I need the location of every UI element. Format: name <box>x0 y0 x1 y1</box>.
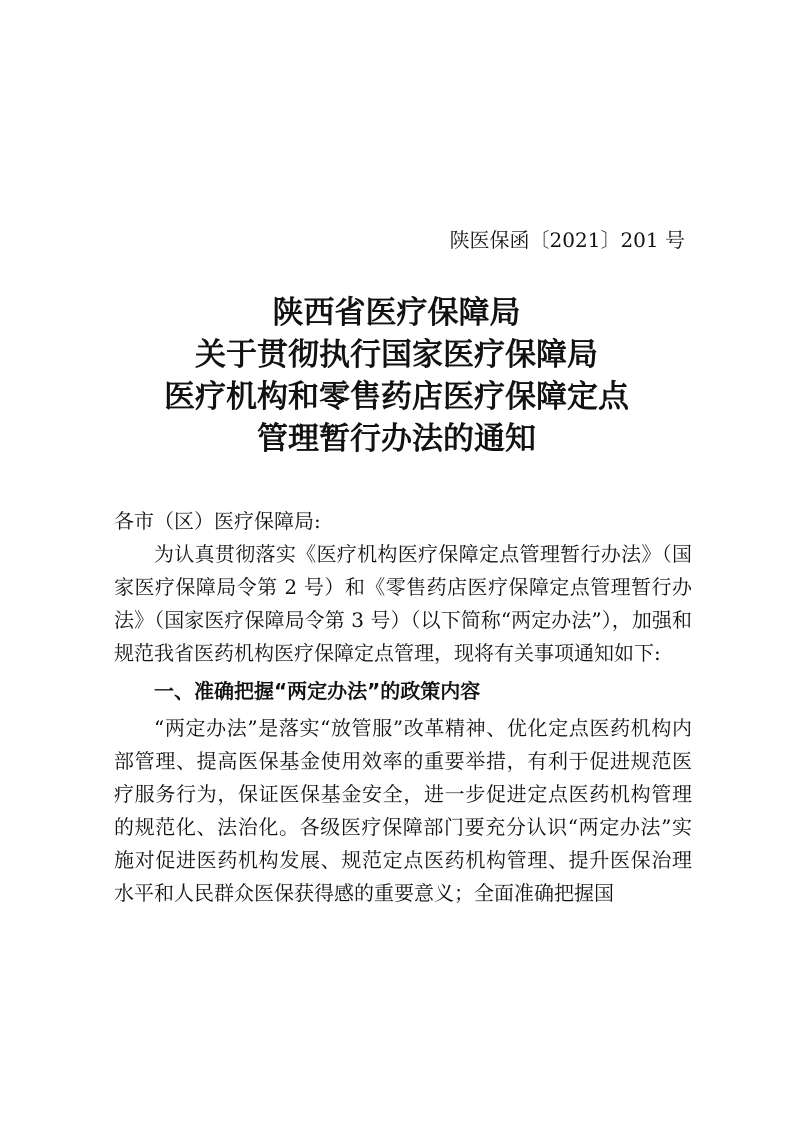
document-title <box>100 292 693 460</box>
title-line-1: 陕西省医疗保障局 <box>272 295 521 331</box>
title-line-3: 医疗机构和零售药店医疗保障定点 <box>164 379 629 415</box>
title-line-4: 管理暂行办法的通知 <box>257 421 536 457</box>
document-number: 陕医保函〔2021〕201 号 <box>449 228 685 252</box>
section-heading: 一、准确把握“两定办法”的政策内容 <box>154 679 481 703</box>
section-paragraph: “两定办法”是落实“放管服”改革精神、优化定点医药机构内部管理、提高医保基金使用效率的重要举措，有利于促进规范医疗服务行为，保证医保基金安全，进一步促进定点医药机构管理的规范化、法治化。各级医疗保障部门要充分认识“两定办法”实施对促进医药机构发展、规范定点医药机构管理、提升医保治理水平和人民群众医保获得感的重要意义；全面准确把握国 <box>114 716 692 905</box>
salutation: 各市（区）医疗保障局: <box>114 509 321 533</box>
title-line-2: 关于贯彻执行国家医疗保障局 <box>195 337 598 373</box>
intro-paragraph: 为认真贯彻落实《医疗机构医疗保障定点管理暂行办法》（国家医疗保障局令第 2 号）和《零售药店医疗保障定点管理暂行办法》（国家医疗保障局令第 3 号）（以下简称“两定办法”），加强和规范我省医药机构医疗保障定点管理，现将有关事项通知如下: <box>114 542 692 665</box>
document-body <box>114 505 692 910</box>
